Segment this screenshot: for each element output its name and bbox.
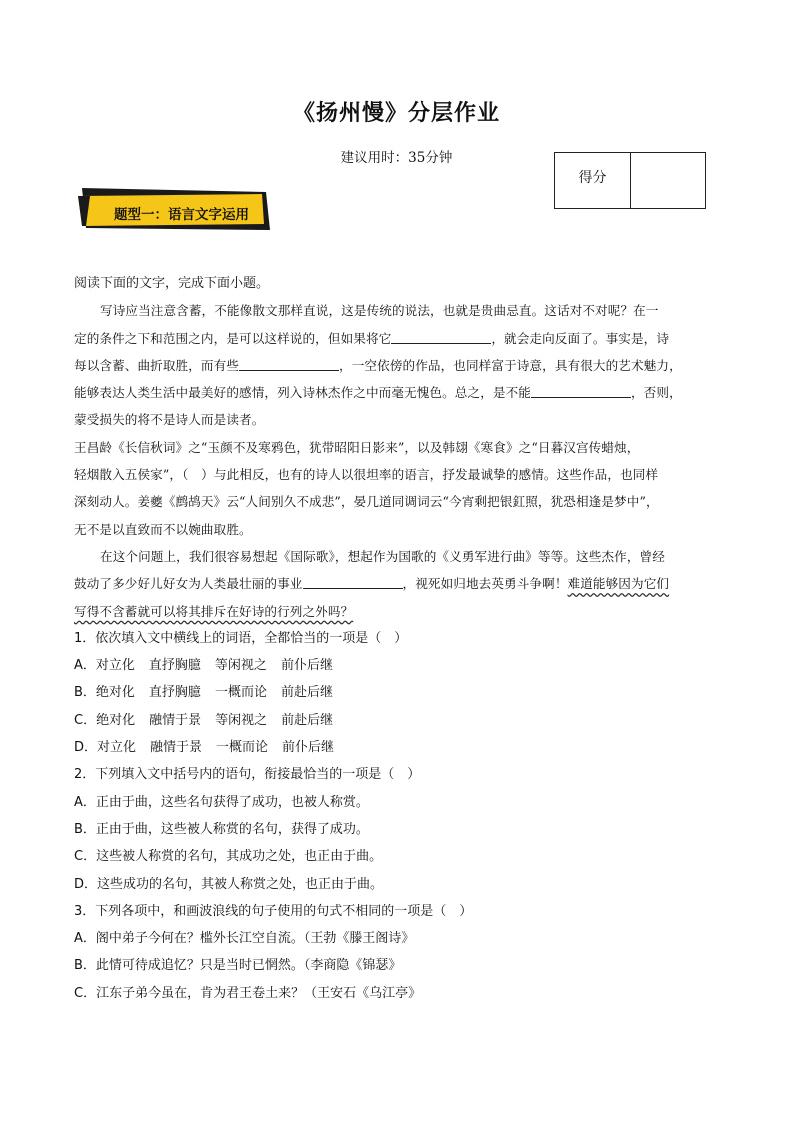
passage-line: 蒙受损失的将不是诗人而是读者。 [74, 412, 265, 428]
passage-line: 轻烟散入五侯家”，（ ）与此相反，也有的诗人以很坦率的语言，抒发最诚挚的感情。这些作品，也同样 [74, 467, 659, 483]
passage-line [74, 598, 724, 625]
section-label: 题型一：语言文字运用 [114, 207, 249, 223]
page-title: 《扬州慢》分层作业 [292, 101, 500, 126]
suggested-time: 建议用时：35分钟 [340, 150, 453, 166]
question-stem: 1．依次填入文中横线上的词语，全都恰当的一项是（ ） [74, 630, 408, 646]
passage-line: 每以含蓄、曲折取胜，而有些 ，一空依傍的作品，也同样富于诗意，具有很大的艺术魅力， [74, 357, 682, 373]
question-stem: 2．下列填入文中括号内的语句，衔接最恰当的一项是（ ） [74, 767, 421, 783]
wavy-underlined-sentence: 写得不含蓄就可以将其排斥在好诗的行列之外吗？ [74, 603, 354, 619]
score-label: 得分 [555, 153, 631, 208]
option-row: C．绝对化 融情于景 等闲视之 前赴后继 [74, 712, 334, 728]
passage-line: 在这个问题上，我们很容易想起《国际歌》，想起作为国歌的《义勇军进行曲》等等。这些杰作，曾经 [100, 548, 665, 564]
blank-3 [531, 383, 631, 398]
passage-line: 王昌龄《长信秋词》之“玉颜不及寒鸦色，犹带昭阳日影来”，以及韩翃《寒食》之“日暮汉宫传蜡烛， [74, 439, 640, 455]
option-row: B．正由于曲，这些被人称赏的名句，获得了成功。 [74, 821, 369, 837]
option-row: D．对立化 融情于景 一概而论 前仆后继 [74, 740, 335, 756]
question-stem: 3．下列各项中，和画波浪线的句子使用的句式不相同的一项是（ ） [74, 903, 473, 919]
blank-1 [391, 329, 491, 344]
passage-line: 写诗应当注意含蓄，不能像散文那样直说，这是传统的说法，也就是贵曲忌直。这话对不对呢？在一 [100, 303, 659, 319]
section-banner [76, 186, 272, 232]
option-row: A．对立化 直抒胸臆 等闲视之 前仆后继 [74, 658, 333, 674]
option-row: B．绝对化 直抒胸臆 一概而论 前赴后继 [74, 685, 333, 701]
option-row: D．这些成功的名句，其被人称赏之处，也正由于曲。 [74, 876, 384, 892]
score-value-field[interactable] [631, 153, 705, 208]
passage-line: 无不是以直致而不以婉曲取胜。 [74, 521, 252, 537]
instruction: 阅读下面的文字，完成下面小题。 [74, 276, 270, 291]
blank-4 [303, 574, 403, 589]
passage-line: 定的条件之下和范围之内，是可以这样说的，但如果将它 ，就会走向反面了。事实是，诗 [74, 330, 670, 346]
passage-line: 鼓动了多少好儿好女为人类最壮丽的事业 ，视死如归地去英勇斗争啊！难道能够因为它们 [74, 576, 670, 592]
passage-line: 能够表达人类生活中最美好的感情，列入诗林杰作之中而毫无愧色。总之，是不能 ，否则， [74, 385, 682, 401]
blank-2 [239, 356, 339, 371]
option-row: C．江东子弟今虽在，肯为君王卷土来？（王安石《乌江亭》 [74, 985, 422, 1001]
wavy-underlined-sentence: 难道能够因为它们 [567, 576, 670, 592]
option-row: C．这些被人称赏的名句，其成功之处，也正由于曲。 [74, 849, 383, 865]
option-row: A．正由于曲，这些名句获得了成功，也被人称赏。 [74, 794, 369, 810]
option-row: B．此情可待成追忆？只是当时已惘然。（李商隐《锦瑟》 [74, 958, 402, 974]
option-row: A．阁中弟子今何在？槛外长江空自流。（王勃《滕王阁诗》 [74, 931, 415, 947]
main-content [74, 270, 724, 1007]
passage-line: 深刻动人。姜夔《鹧鸪天》云“人间别久不成悲”，晏几道同调词云“今宵剩把银釭照，犹恐相逢是梦中”， [74, 494, 659, 510]
score-box [554, 152, 706, 209]
